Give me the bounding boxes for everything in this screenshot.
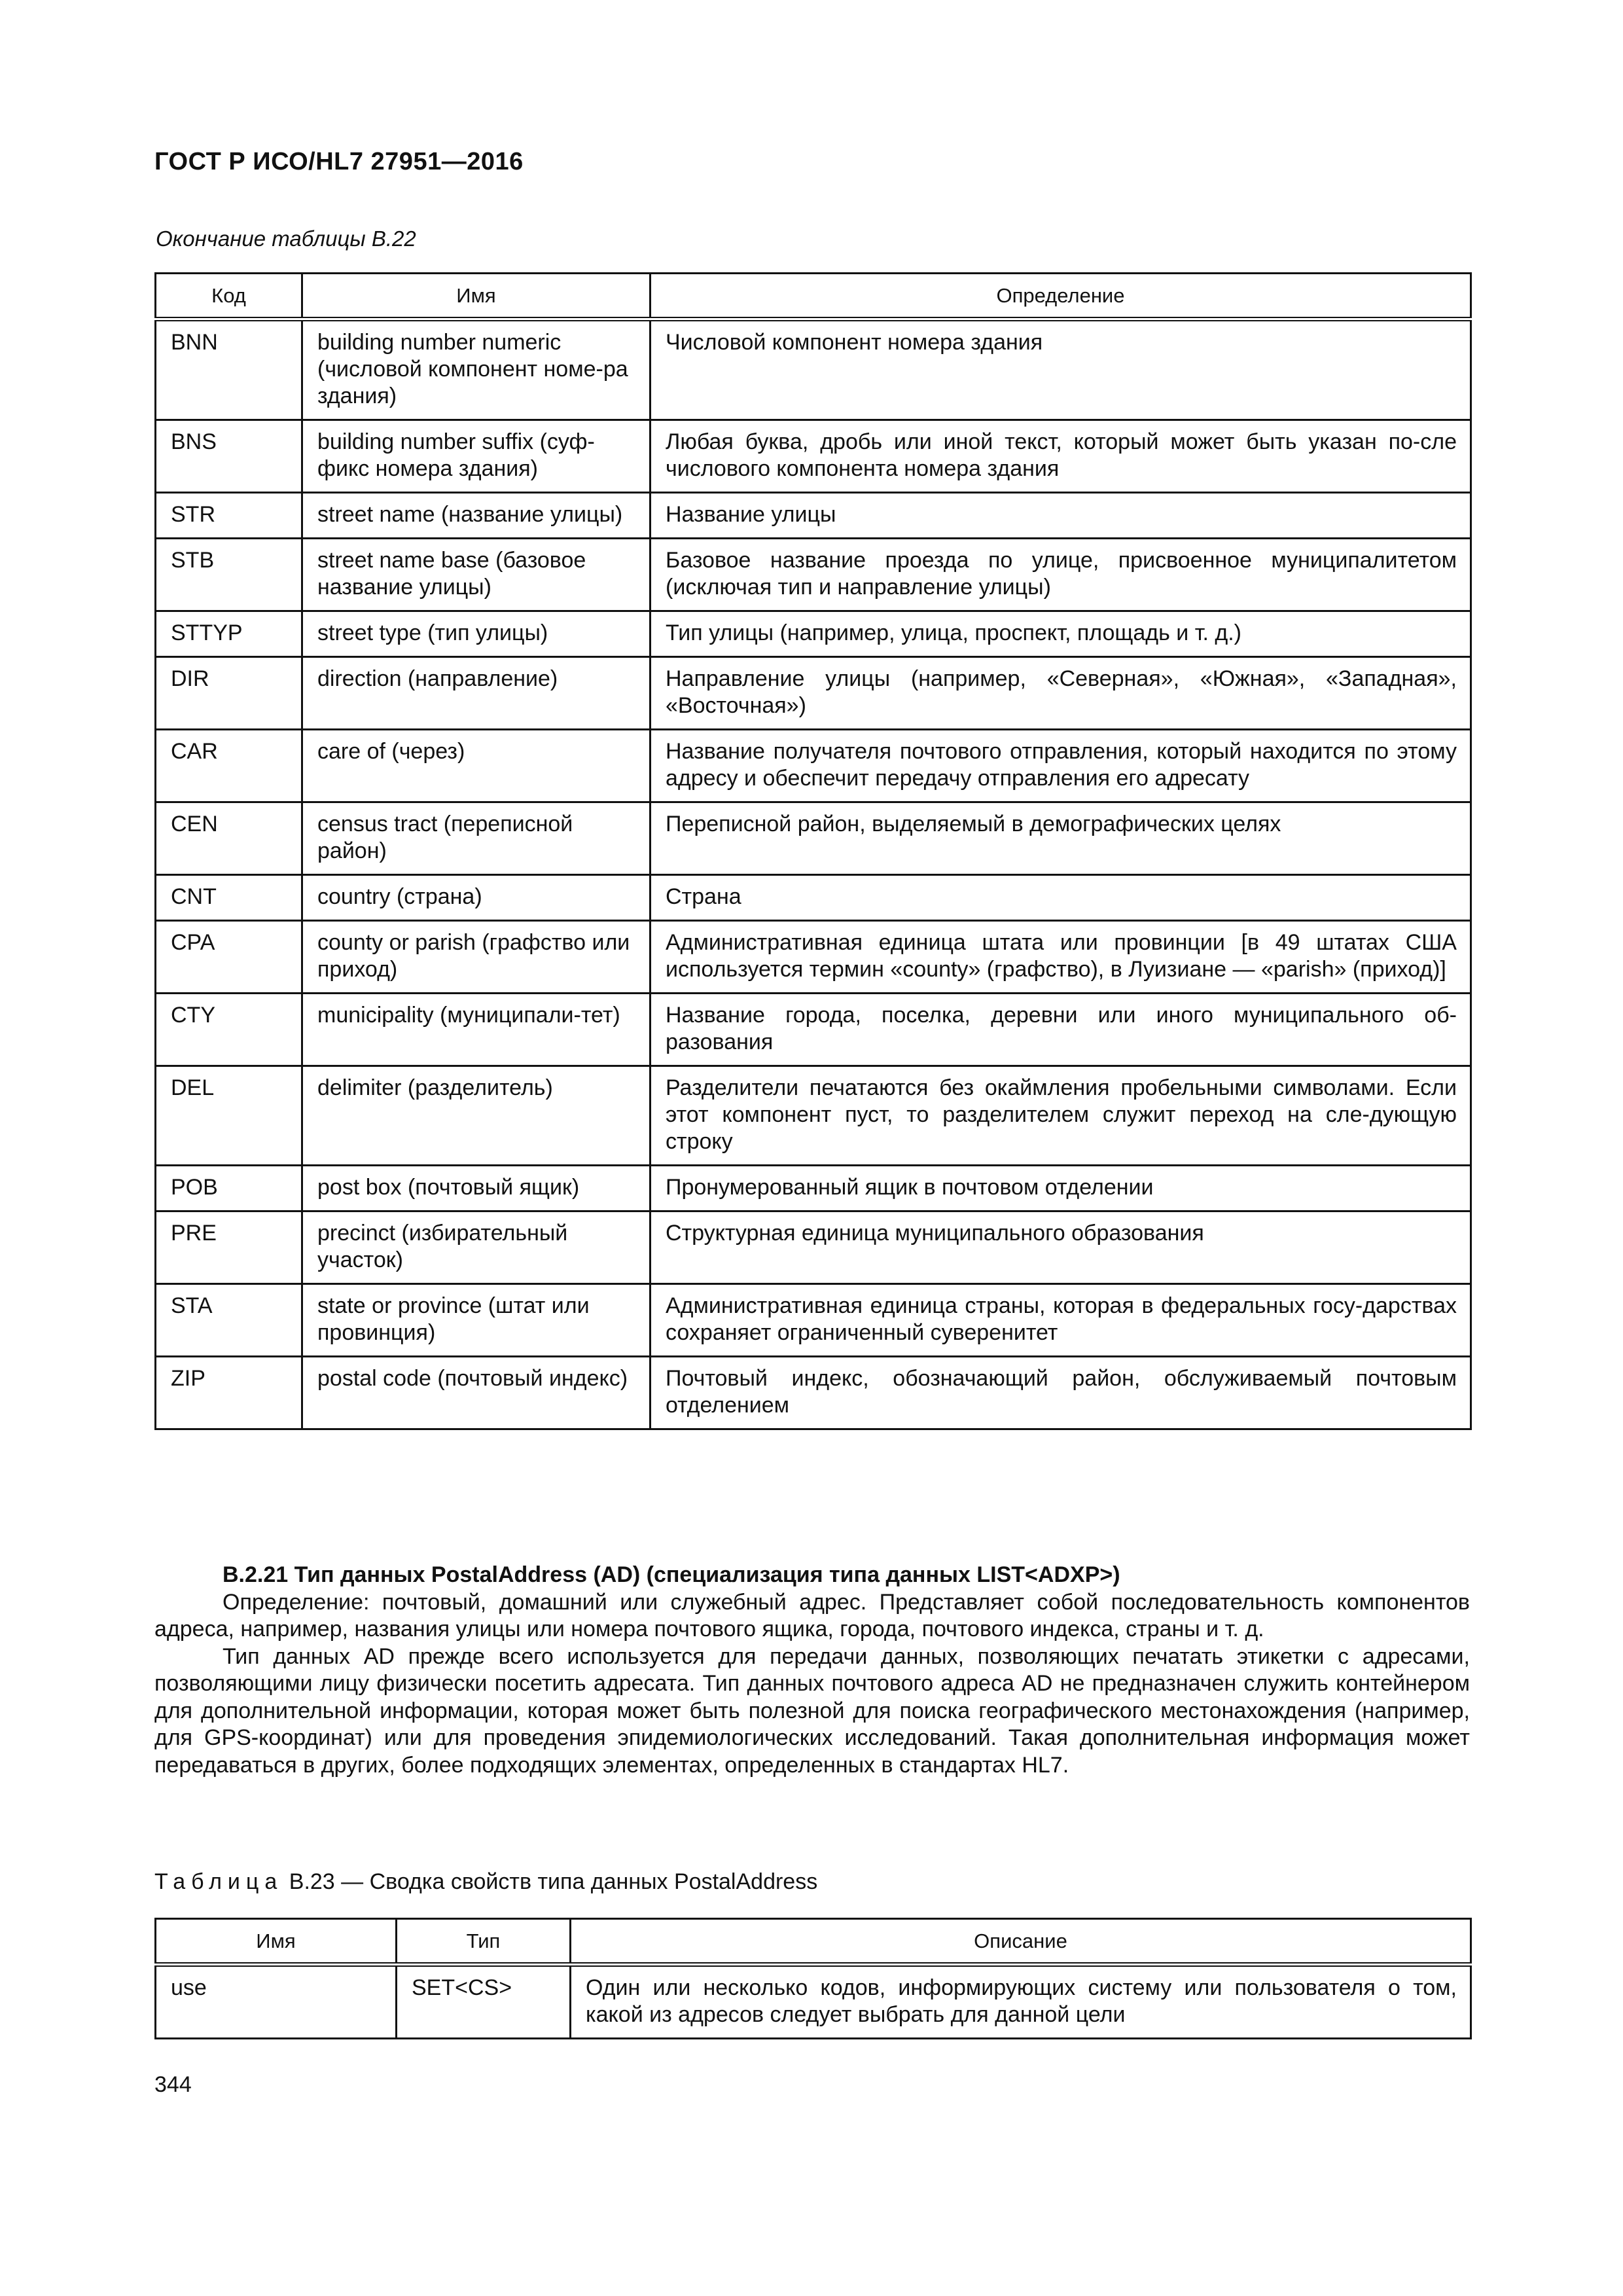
definition-cell: Направление улицы (например, «Северная», «Южная», «Западная», «Восточная») [651,657,1471,730]
definition-cell: Любая буква, дробь или иной текст, который может быть указан по-сле числового компонента номера здания [651,420,1471,493]
name-cell: direction (направление) [302,657,651,730]
definition-cell: Административная единица страны, которая в федеральных госу-дарствах сохраняет ограниченный суверенитет [651,1284,1471,1357]
name-cell: building number numeric (числовой компонент номе-ра здания) [302,319,651,420]
code-cell: CEN [156,802,302,875]
code-cell: STR [156,493,302,539]
column-header-type: Тип [397,1919,571,1965]
definition-cell: Структурная единица муниципального образования [651,1211,1471,1284]
table-row [156,319,1471,420]
table-row [156,1166,1471,1211]
definition-cell: Разделители печатаются без окаймления пробельными символами. Если этот компонент пуст, то разделителем служит переход на сле-дующую строку [651,1066,1471,1166]
code-cell: STB [156,539,302,611]
definition-cell: Пронумерованный ящик в почтовом отделении [651,1166,1471,1211]
definition-cell: Тип улицы (например, улица, проспект, площадь и т. д.) [651,611,1471,657]
code-cell: STA [156,1284,302,1357]
definition-cell: Почтовый индекс, обозначающий район, обслуживаемый почтовым отделением [651,1357,1471,1429]
name-cell: precinct (избирательный участок) [302,1211,651,1284]
code-cell: BNS [156,420,302,493]
name-cell: municipality (муниципали-тет) [302,994,651,1066]
section-paragraph: Определение: почтовый, домашний или служебный адрес. Представляет собой последовательность компонентов адреса, например, названия улицы или номера почтового ящика, города, почтового индекса, страны и т. д. [154,1589,1470,1641]
table-row [156,730,1471,802]
name-cell: street name base (базовое название улицы) [302,539,651,611]
page-number: 344 [154,2072,192,2097]
name-cell: county or parish (графство или приход) [302,921,651,994]
code-cell: CTY [156,994,302,1066]
code-cell: ZIP [156,1357,302,1429]
name-cell: state or province (штат или провинция) [302,1284,651,1357]
code-cell: CPA [156,921,302,994]
definition-cell: Административная единица штата или провинции [в 49 штатах США используется термин «county» (графство), в Луизиане — «parish» (приход)] [651,921,1471,994]
table-row [156,1965,1471,2039]
table-caption-text: B.23 — Сводка свойств типа данных PostalAddress [289,1869,818,1894]
definition-cell: Базовое название проезда по улице, присвоенное муниципалитетом (исключая тип и направление улицы) [651,539,1471,611]
code-cell: STTYP [156,611,302,657]
column-header-definition: Определение [651,274,1471,319]
column-header-code: Код [156,274,302,319]
name-cell: census tract (переписной район) [302,802,651,875]
name-cell: use [156,1965,397,2039]
name-cell: post box (почтовый ящик) [302,1166,651,1211]
code-cell: DEL [156,1066,302,1166]
table-row [156,493,1471,539]
column-header-name: Имя [156,1919,397,1965]
table-row [156,1211,1471,1284]
name-cell: care of (через) [302,730,651,802]
code-cell: CAR [156,730,302,802]
name-cell: postal code (почтовый индекс) [302,1357,651,1429]
table-row [156,657,1471,730]
name-cell: delimiter (разделитель) [302,1066,651,1166]
definition-cell: Числовой компонент номера здания [651,319,1471,420]
name-cell: building number suffix (суф-фикс номера здания) [302,420,651,493]
table-caption-label: Таблица [154,1869,283,1894]
code-cell: DIR [156,657,302,730]
table-row [156,611,1471,657]
definition-cell: Страна [651,875,1471,921]
column-header-name: Имя [302,274,651,319]
definition-cell: Название улицы [651,493,1471,539]
section-paragraph: Тип данных AD прежде всего используется для передачи данных, позволяющих печатать этикетки с адресами, позволяющими лицу физически посетить адресата. Тип данных почтового адреса AD не предназначен служить контейнером для дополнительной информации, которая может быть полезной для поиска географического местонахождения (например, для GPS-координат) или для проведения эпидемиологических исследований. Такая дополнительная информация может передаваться в других, более подходящих элементах, определенных в стандартах HL7. [154,1643,1470,1778]
table-row [156,420,1471,493]
code-cell: BNN [156,319,302,420]
table-header-row [156,274,1471,319]
code-cell: PRE [156,1211,302,1284]
code-cell: CNT [156,875,302,921]
table-row [156,921,1471,994]
definition-cell: Название города, поселка, деревни или иного муниципального об-разования [651,994,1471,1066]
definition-cell: Переписной район, выделяемый в демографических целях [651,802,1471,875]
table-row [156,875,1471,921]
table-row [156,1284,1471,1357]
table-caption [154,1869,817,1895]
code-cell: POB [156,1166,302,1211]
type-cell: SET<CS> [397,1965,571,2039]
document-code-header: ГОСТ Р ИСО/HL7 27951—2016 [154,148,524,175]
table-header-row [156,1919,1471,1965]
column-header-description: Описание [571,1919,1471,1965]
table-row [156,1066,1471,1166]
name-cell: street type (тип улицы) [302,611,651,657]
codes-table [154,272,1472,1430]
properties-table [154,1918,1472,2039]
description-cell: Один или несколько кодов, информирующих систему или пользователя о том, какой из адресов следует выбрать для данной цели [571,1965,1471,2039]
table-row [156,1357,1471,1429]
table-row [156,994,1471,1066]
definition-cell: Название получателя почтового отправления, который находится по этому адресу и обеспечит передачу отправления его адресату [651,730,1471,802]
section-postal-address [154,1562,1470,1779]
table-row [156,539,1471,611]
name-cell: street name (название улицы) [302,493,651,539]
name-cell: country (страна) [302,875,651,921]
section-heading: В.2.21 Тип данных PostalAddress (AD) (специализация типа данных LIST<ADXP>) [223,1562,1120,1587]
table-continuation-caption: Окончание таблицы В.22 [156,226,416,251]
table-row [156,802,1471,875]
